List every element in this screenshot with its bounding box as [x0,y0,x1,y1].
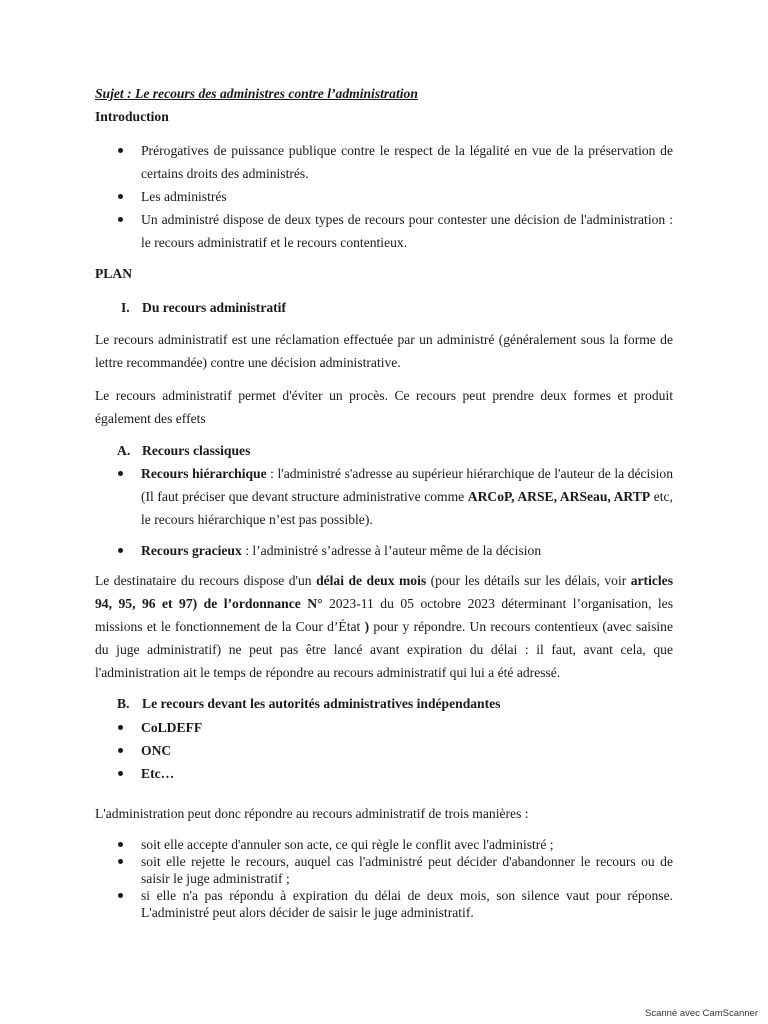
description: : l’administré s’adresse à l’auteur même de la décision [241,543,542,558]
description-end: etc, le recours hiérarchique n’est pas possible). [141,489,673,527]
paragraph-1: Le recours administratif est une réclamation effectuée par un administré (généralement sous la forme de lettre recommandée) contre une décision administrative. [95,332,673,370]
authority-item: CoLDEFF [115,716,515,739]
intro-bullet: Prérogatives de puissance publique contre le respect de la légalité en vue de la préservation de certains droits des administrés. [115,139,673,185]
recours-gracieux-item [115,539,673,562]
plan-heading: PLAN [95,266,133,281]
text: Le destinataire du recours dispose d'un [95,573,317,588]
recours-classiques-list [115,462,673,562]
subsection-a-letter: A. [117,443,131,458]
section-1-number: I. [121,300,130,315]
text: 2023-11 du 05 octobre 2023 déterminant l’organisation, les missions et le fonctionnement de la Cour d’État [95,596,673,634]
text: (pour les détails sur les délais, voir [426,573,631,588]
response-option: soit elle accepte d'annuler son acte, ce qui règle le conflit avec l'administré ; [115,836,673,853]
recours-hierarchique-item [115,462,673,531]
subsection-b-letter: B. [117,696,130,711]
paragraph-4: L'administration peut donc répondre au recours administratif de trois manières : [95,806,529,821]
description: : l'administré s'adresse au supérieur hiérarchique de l'auteur de la décision (Il faut préciser que devant structure administrative comme [141,466,673,504]
bold-text: articles 94, 95, 96 et 97) [95,573,673,611]
intro-heading: Introduction [95,109,169,124]
text: pour y répondre. Un recours contentieux (avec saisine du juge administratif) ne peut pas être lancé avant expiration du délai : il faut, avant cela, que l'administration ait le temps de répondre au recours administratif qui lui a été adressé. [95,619,673,680]
subject-title: Sujet : Le recours des administres contre l’administration [95,86,418,101]
authorities-list [115,716,515,785]
term: Recours hiérarchique [141,466,267,481]
subsection-a-title: Recours classiques [142,443,251,458]
intro-bullet-list [115,139,673,254]
bold-text: de l’ordonnance N° [203,596,323,611]
authority-list: ARCoP, ARSE, ARSeau, ARTP [467,489,651,504]
intro-bullet: Un administré dispose de deux types de recours pour contester une décision de l'administration : le recours administratif et le recours contentieux. [115,208,673,254]
paragraph-3 [95,569,673,684]
response-options-list [115,836,673,921]
authority-item: ONC [115,739,515,762]
term: Recours gracieux [141,543,242,558]
paragraph-2: Le recours administratif permet d'éviter un procès. Ce recours peut prendre deux formes et produit également des effets [95,388,673,426]
scanner-watermark: Scanné avec CamScanner [644,1008,758,1019]
bold-text: ) [364,619,370,634]
response-option: soit elle rejette le recours, auquel cas l'administré peut décider d'abandonner le recours ou de saisir le juge administratif ; [115,853,673,887]
response-option: si elle n'a pas répondu à expiration du délai de deux mois, son silence vaut pour réponse. L'administré peut alors décider de saisir le juge administratif. [115,887,673,921]
authority-item: Etc… [115,762,515,785]
bold-text: délai de deux mois [316,573,427,588]
subsection-b-title: Le recours devant les autorités administratives indépendantes [142,696,501,711]
section-1-title: Du recours administratif [142,300,286,315]
intro-bullet: Les administrés [115,185,673,208]
